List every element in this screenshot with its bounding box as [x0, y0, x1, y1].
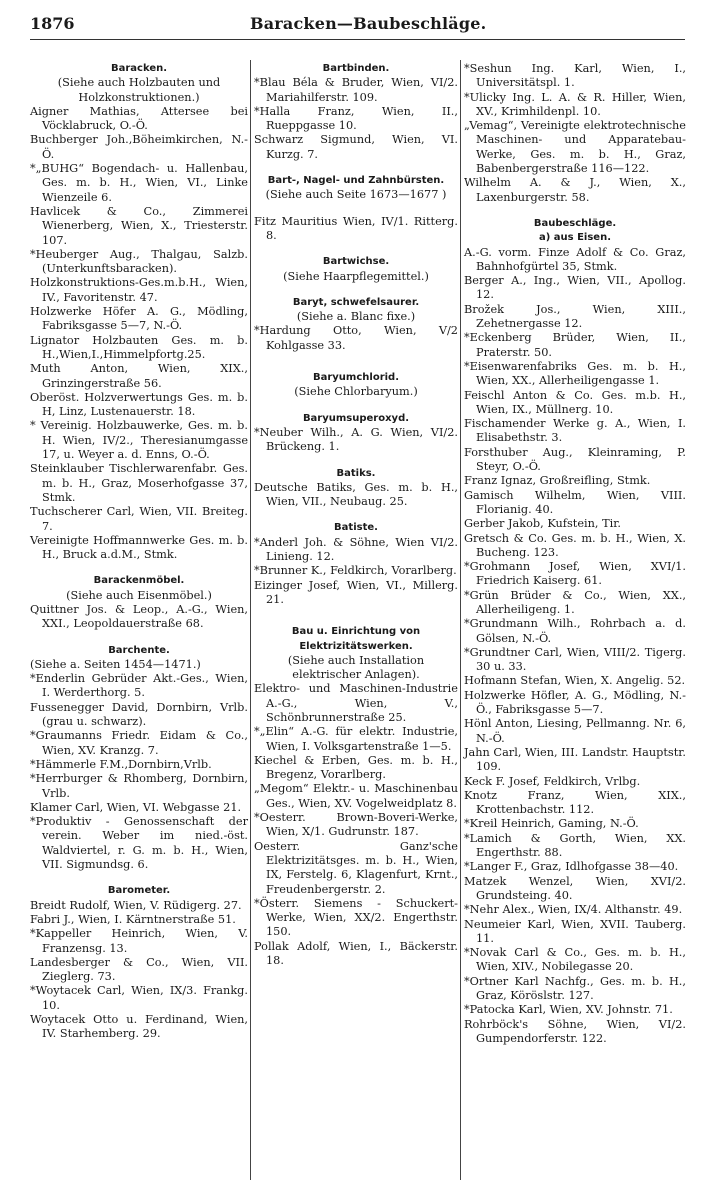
directory-entry: A.-G. vorm. Finze Adolf & Co. Graz, Bahnhofgürtel 35, Stmk.	[464, 245, 686, 273]
directory-entry: *Lamich & Gorth, Wien, XX. Engerthstr. 88.	[464, 831, 686, 860]
directory-entry: Fitz Mauritius Wien, IV/1. Ritterg. 8.	[254, 214, 458, 242]
section-heading: Bartbinden.	[322, 63, 390, 74]
directory-entry: *Eckenberg Brüder, Wien, II., Praterstr. 50.	[464, 331, 686, 359]
section-spacer	[30, 632, 248, 644]
directory-entry: Deutsche Batiks, Ges. m. b. H., Wien, VII., Neubaug. 25.	[254, 480, 458, 509]
section-heading: Bau u. Einrichtung von Elektrizitätswerken.	[291, 626, 421, 652]
directory-entry: *Graumanns Friedr. Eidam & Co., Wien, XV. Kranzg. 7.	[30, 729, 248, 757]
directory-entry: Holzkonstruktions-Ges.m.b.H., Wien, IV., Favoritenstr. 47.	[30, 276, 248, 304]
directory-entry: Oesterr. Ganz'sche Elektrizitätsges. m. b. H., Wien, IX, Ferstelg. 6, Klagenfurt, Krnt., Freudenbergerstr. 2.	[254, 839, 458, 896]
directory-entry: *Grohmann Josef, Wien, XVI/1. Friedrich Kaiserg. 61.	[464, 560, 686, 588]
section-heading: Bartwichse.	[322, 256, 390, 268]
directory-entry: *„Elin“ A.-G. für elektr. Industrie, Wien, I. Volksgartenstraße 1—5.	[254, 725, 458, 753]
directory-entry: Kiechel & Erben, Ges. m. b. H., Bregenz, Vorarlberg.	[254, 753, 458, 782]
directory-entry: Lignator Holzbauten Ges. m. b. H.,Wien,I.,Himmelpfortg.25.	[30, 333, 248, 361]
directory-entry: *Kappeller Heinrich, Wien, V. Franzensg. 13.	[30, 927, 248, 955]
column-middle	[254, 62, 458, 968]
directory-entry: *Anderl Joh. & Söhne, Wien VI/2. Linieng. 12.	[254, 535, 458, 564]
directory-entry: *Grundmann Wilh., Rohrbach a. d. Gölsen, N.-Ö.	[464, 617, 686, 645]
directory-entry: Holzwerke Höfer A. G., Mödling, Fabriksgasse 5—7, N.-Ö.	[30, 305, 248, 333]
directory-entry: *Herrburger & Rhomberg, Dornbirn, Vrlb.	[30, 772, 248, 800]
directory-entry: (Siehe a. Seiten 1454—1471.)	[30, 657, 201, 671]
page-title: Baracken—Baubeschläge.	[250, 14, 487, 33]
section-heading: Batiste.	[334, 522, 378, 534]
directory-entry: * Vereinig. Holzbauwerke, Ges. m. b. H. Wien, IV/2., Theresianumgasse 17, u. Weyer a. d. Enns, O.-Ö.	[30, 419, 248, 462]
directory-entry: *Produktiv - Genossenschaft der verein. Weber im nied.-öst. Waldviertel, r. G. m. b. H., Wien, VII. Sigmundsg. 6.	[30, 815, 248, 872]
directory-entry: *Woytacek Carl, Wien, IX/3. Frankg. 10.	[30, 984, 248, 1012]
section-note: (Siehe auch Installation elektrischer Anlagen).	[287, 653, 425, 682]
section-spacer	[254, 353, 458, 371]
directory-entry: Tuchscherer Carl, Wien, VII. Breiteg. 7.	[30, 505, 248, 533]
directory-entry: *Hardung Otto, Wien, V/2 Kohlgasse 33.	[254, 324, 458, 352]
directory-entry: *Neuber Wilh., A. G. Wien, VI/2. Brückeng. 1.	[254, 425, 458, 454]
directory-entry: Wilhelm A. & J., Wien, X., Laxenburgerstr. 58.	[464, 176, 686, 204]
section-spacer	[254, 455, 458, 467]
directory-entry: *Ulicky Ing. L. A. & R. Hiller, Wien, XV., Krimhildenpl. 10.	[464, 90, 686, 118]
section-heading: Barackenmöbel.	[93, 575, 185, 587]
section-spacer	[254, 203, 458, 215]
directory-entry: Neumeier Karl, Wien, XVII. Tauberg. 11.	[464, 917, 686, 945]
directory-entry: *Nehr Alex., Wien, IX/4. Althanstr. 49.	[464, 903, 683, 917]
directory-entry: Landesberger & Co., Wien, VII. Zieglerg. 73.	[30, 955, 248, 984]
column-right	[464, 62, 686, 1046]
directory-entry: Vereinigte Hoffmannwerke Ges. m. b. H., Bruck a.d.M., Stmk.	[30, 533, 248, 562]
directory-entry: Matzek Wenzel, Wien, XVI/2. Grundsteing. 40.	[464, 874, 686, 902]
directory-entry: *Patocka Karl, Wien, XV. Johnstr. 71.	[464, 1003, 673, 1017]
directory-entry: Hofmann Stefan, Wien, X. Angelig. 52.	[464, 674, 686, 688]
directory-entry: Gerber Jakob, Kufstein, Tir.	[464, 517, 621, 531]
section-spacer	[254, 284, 458, 296]
directory-entry: „Megom“ Elektr.- u. Maschinenbau Ges., Wien, XV. Vogelweidplatz 8.	[254, 782, 458, 810]
directory-entry: *Brunner K., Feldkirch, Vorarlberg.	[254, 564, 457, 578]
directory-entry: *Eisenwarenfabriks Ges. m. b. H., Wien, XX., Allerheiligengasse 1.	[464, 359, 686, 388]
directory-entry: Forsthuber Aug., Kleinraming, P. Steyr, O.-Ö.	[464, 445, 686, 474]
directory-entry: *Ortner Karl Nachfg., Ges. m. b. H., Graz, Köröslstr. 127.	[464, 974, 686, 1002]
directory-entry: Feischl Anton & Co. Ges. m.b. H., Wien, IX., Müllnerg. 10.	[464, 388, 686, 416]
directory-entry: Steinklauber Tischlerwarenfabr. Ges. m. b. H., Graz, Moserhofgasse 37, Stmk.	[30, 462, 248, 504]
directory-entry: Jahn Carl, Wien, III. Landstr. Hauptstr. 109.	[464, 745, 686, 774]
directory-entry: Breidt Rudolf, Wien, V. Rüdigerg. 27.	[30, 898, 242, 912]
directory-entry: *„BUHG“ Bogendach- u. Hallenbau, Ges. m. b. H., Wien, VI., Linke Wienzeile 6.	[30, 162, 248, 204]
column-left	[30, 62, 248, 1042]
directory-entry: *Österr. Siemens - Schuckert-Werke, Wien, XX/2. Engerthstr. 150.	[254, 896, 458, 939]
directory-entry: Havlicek & Co., Zimmerei Wienerberg, Wien, X., Triesterstr. 107.	[30, 204, 248, 247]
directory-entry: Buchberger Joh.,Böheimkirchen, N.-Ö.	[30, 133, 248, 161]
section-heading: Barometer.	[107, 885, 171, 897]
directory-entry: Muth Anton, Wien, XIX., Grinzingerstraße 56.	[30, 362, 248, 390]
section-spacer	[254, 509, 458, 521]
section-spacer	[464, 205, 686, 217]
directory-entry: *Grün Brüder & Co., Wien, XX., Allerheiligeng. 1.	[464, 588, 686, 616]
section-spacer	[30, 872, 248, 884]
column-divider-left	[250, 60, 251, 1180]
directory-entry: Pollak Adolf, Wien, I., Bäckerstr. 18.	[254, 939, 458, 968]
section-note: (Siehe Haarpflegemittel.)	[283, 269, 429, 283]
directory-entry: Fussenegger David, Dornbirn, Vrlb. (grau u. schwarz).	[30, 700, 248, 729]
section-spacer	[254, 400, 458, 412]
directory-entry: Oberöst. Holzverwertungs Ges. m. b. H, Linz, Lustenauerstr. 18.	[30, 390, 248, 419]
section-heading: Batiks.	[336, 467, 376, 479]
section-spacer	[30, 562, 248, 574]
section-spacer	[254, 607, 458, 625]
directory-entry: Eizinger Josef, Wien, VI., Millerg. 21.	[254, 578, 458, 606]
column-divider-right	[460, 60, 461, 1180]
directory-entry: Schwarz Sigmund, Wien, VI. Kurzg. 7.	[254, 133, 458, 161]
directory-entry: Klamer Carl, Wien, VI. Webgasse 21.	[30, 800, 242, 814]
directory-entry: *Grundtner Carl, Wien, VIII/2. Tigerg. 30 u. 33.	[464, 645, 686, 674]
directory-entry: *Halla Franz, Wien, II., Rueppgasse 10.	[254, 104, 458, 133]
directory-entry: Berger A., Ing., Wien, VII., Apollog. 12.	[464, 274, 686, 302]
header-rule	[30, 39, 685, 40]
section-heading: Baubeschläge.	[533, 217, 617, 229]
directory-entry: *Enderlin Gebrüder Akt.-Ges., Wien, I. Werderthorg. 5.	[30, 672, 248, 700]
directory-entry: „Vemag“, Vereinigte elektrotechnische Maschinen- und Apparatebau-Werke, Ges. m. b. H., Graz, Babenbergerstraße 116—122.	[464, 119, 686, 176]
directory-entry: *Kreil Heinrich, Gaming, N.-Ö.	[464, 817, 639, 831]
directory-entry: Keck F. Josef, Feldkirch, Vrlbg.	[464, 774, 641, 788]
directory-entry: *Heuberger Aug., Thalgau, Salzb. (Unterkunftsbaracken).	[30, 247, 248, 276]
section-spacer	[254, 162, 458, 174]
directory-entry: Rohrböck's Söhne, Wien, VI/2. Gumpendorferstr. 122.	[464, 1017, 686, 1045]
directory-entry: Franz Ignaz, Großreifling, Stmk.	[464, 474, 651, 488]
directory-entry: *Hämmerle F.M.,Dornbirn,Vrlb.	[30, 757, 212, 771]
directory-entry: Hönl Anton, Liesing, Pellmanng. Nr. 6, N.-Ö.	[464, 717, 686, 745]
directory-entry: Fabri J., Wien, I. Kärntnerstraße 51.	[30, 912, 236, 926]
section-heading: Bart-, Nagel- und Zahnbürsten.	[267, 175, 445, 187]
directory-entry: Woytacek Otto u. Ferdinand, Wien, IV. Starhemberg. 29.	[30, 1013, 248, 1041]
section-spacer	[254, 243, 458, 255]
section-note: (Siehe auch Seite 1673—1677 )	[265, 188, 447, 202]
directory-entry: Holzwerke Höfler, A. G., Mödling, N.-Ö., Fabriksgasse 5—7.	[464, 688, 686, 717]
directory-entry: Brožek Jos., Wien, XIII., Zehetnergasse 12.	[464, 302, 686, 331]
section-heading: Baryumsuperoxyd.	[302, 412, 410, 424]
directory-entry: *Langer F., Graz, Idlhofgasse 38—40.	[464, 860, 679, 874]
section-heading: Barchente.	[108, 644, 170, 656]
section-heading: Baracken.	[110, 63, 168, 74]
section-heading: a) aus Eisen.	[538, 232, 611, 244]
directory-entry: Fischamender Werke g. A., Wien, I. Elisabethstr. 3.	[464, 417, 686, 445]
directory-entry: Gretsch & Co. Ges. m. b. H., Wien, X. Bucheng. 123.	[464, 531, 686, 559]
directory-entry: Quittner Jos. & Leop., A.-G., Wien, XXI., Leopoldauerstraße 68.	[30, 602, 248, 631]
section-heading: Baryumchlorid.	[312, 372, 400, 384]
section-note: (Siehe Chlorbaryum.)	[294, 385, 418, 399]
section-heading: Baryt, schwefelsaurer.	[292, 296, 420, 308]
directory-entry: Gamisch Wilhelm, Wien, VIII. Florianig. 40.	[464, 488, 686, 516]
section-note: (Siehe auch Eisenmöbel.)	[66, 588, 212, 602]
directory-entry: Aigner Mathias, Attersee bei Vöcklabruck, O.-Ö.	[30, 104, 248, 133]
directory-entry: Knotz Franz, Wien, XIX., Krottenbachstr. 112.	[464, 788, 686, 817]
directory-entry: *Novak Carl & Co., Ges. m. b. H., Wien, XIV., Nobilegasse 20.	[464, 946, 686, 974]
directory-entry: *Oesterr. Brown-Boveri-Werke, Wien, X/1. Gudrunstr. 187.	[254, 811, 458, 839]
section-note: (Siehe a. Blanc fixe.)	[296, 310, 416, 324]
directory-entry: *Blau Béla & Bruder, Wien, VI/2. Mariahilferstr. 109.	[254, 76, 458, 104]
section-note: (Siehe auch Holzbauten und Holzkonstruktionen.)	[57, 76, 221, 104]
page-number: 1876	[30, 14, 75, 33]
directory-entry: Elektro- und Maschinen-Industrie A.-G., Wien, V., Schönbrunnerstraße 25.	[254, 682, 458, 724]
directory-entry: *Seshun Ing. Karl, Wien, I., Universitätspl. 1.	[464, 62, 686, 90]
